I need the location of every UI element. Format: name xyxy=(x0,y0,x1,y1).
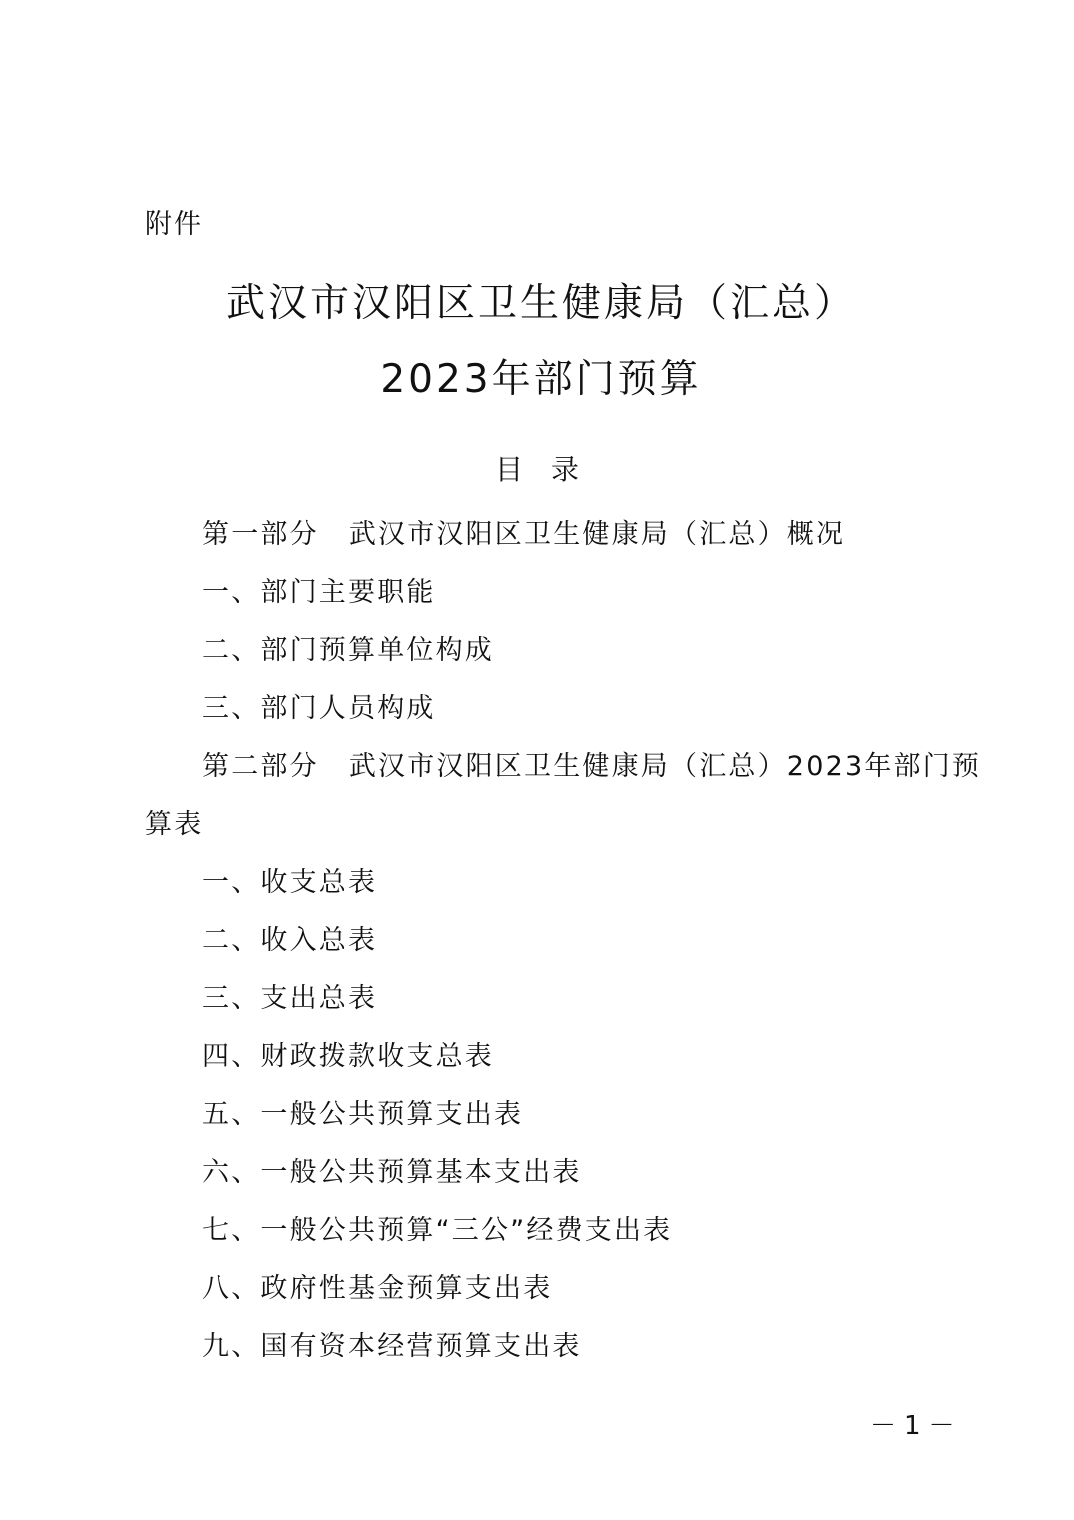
toc-part2 xyxy=(145,738,982,796)
toc-part2-text-continued: 算表 xyxy=(145,809,204,840)
toc-part2-item: 二、收入总表 xyxy=(202,925,378,956)
table-of-contents xyxy=(145,506,982,1376)
toc-part1 xyxy=(145,506,945,564)
attachment-label: 附件 xyxy=(145,209,203,240)
toc-part1-item: 二、部门预算单位构成 xyxy=(202,635,494,666)
toc-part2-item: 九、国有资本经营预算支出表 xyxy=(202,1331,582,1362)
toc-part2-item: 四、财政拨款收支总表 xyxy=(202,1041,494,1072)
toc-part2-item: 三、支出总表 xyxy=(202,983,378,1014)
toc-part1-item: 三、部门人员构成 xyxy=(202,693,436,724)
toc-part2-item: 七、一般公共预算“三公”经费支出表 xyxy=(202,1215,673,1246)
document-title-line1: 武汉市汉阳区卫生健康局（汇总） xyxy=(225,281,856,326)
document-title-line2: 2023年部门预算 xyxy=(380,357,702,402)
toc-part1-label: 第一部分 xyxy=(202,519,319,550)
toc-part2-label: 第二部分 xyxy=(202,751,319,782)
toc-part1-text: 武汉市汉阳区卫生健康局（汇总）概况 xyxy=(348,519,846,550)
page-number: －1－ xyxy=(870,1411,963,1441)
toc-part2-item: 八、政府性基金预算支出表 xyxy=(202,1273,553,1304)
toc-heading xyxy=(0,450,1074,490)
toc-part2-text: 武汉市汉阳区卫生健康局（汇总）2023年部门预 xyxy=(348,751,982,782)
toc-part1-item: 一、部门主要职能 xyxy=(202,577,436,608)
toc-part2-item: 五、一般公共预算支出表 xyxy=(202,1099,524,1130)
toc-heading-left: 目 xyxy=(494,453,523,486)
toc-heading-right: 录 xyxy=(551,453,580,486)
toc-part2-item: 六、一般公共预算基本支出表 xyxy=(202,1157,582,1188)
toc-part2-item: 一、收支总表 xyxy=(202,867,378,898)
